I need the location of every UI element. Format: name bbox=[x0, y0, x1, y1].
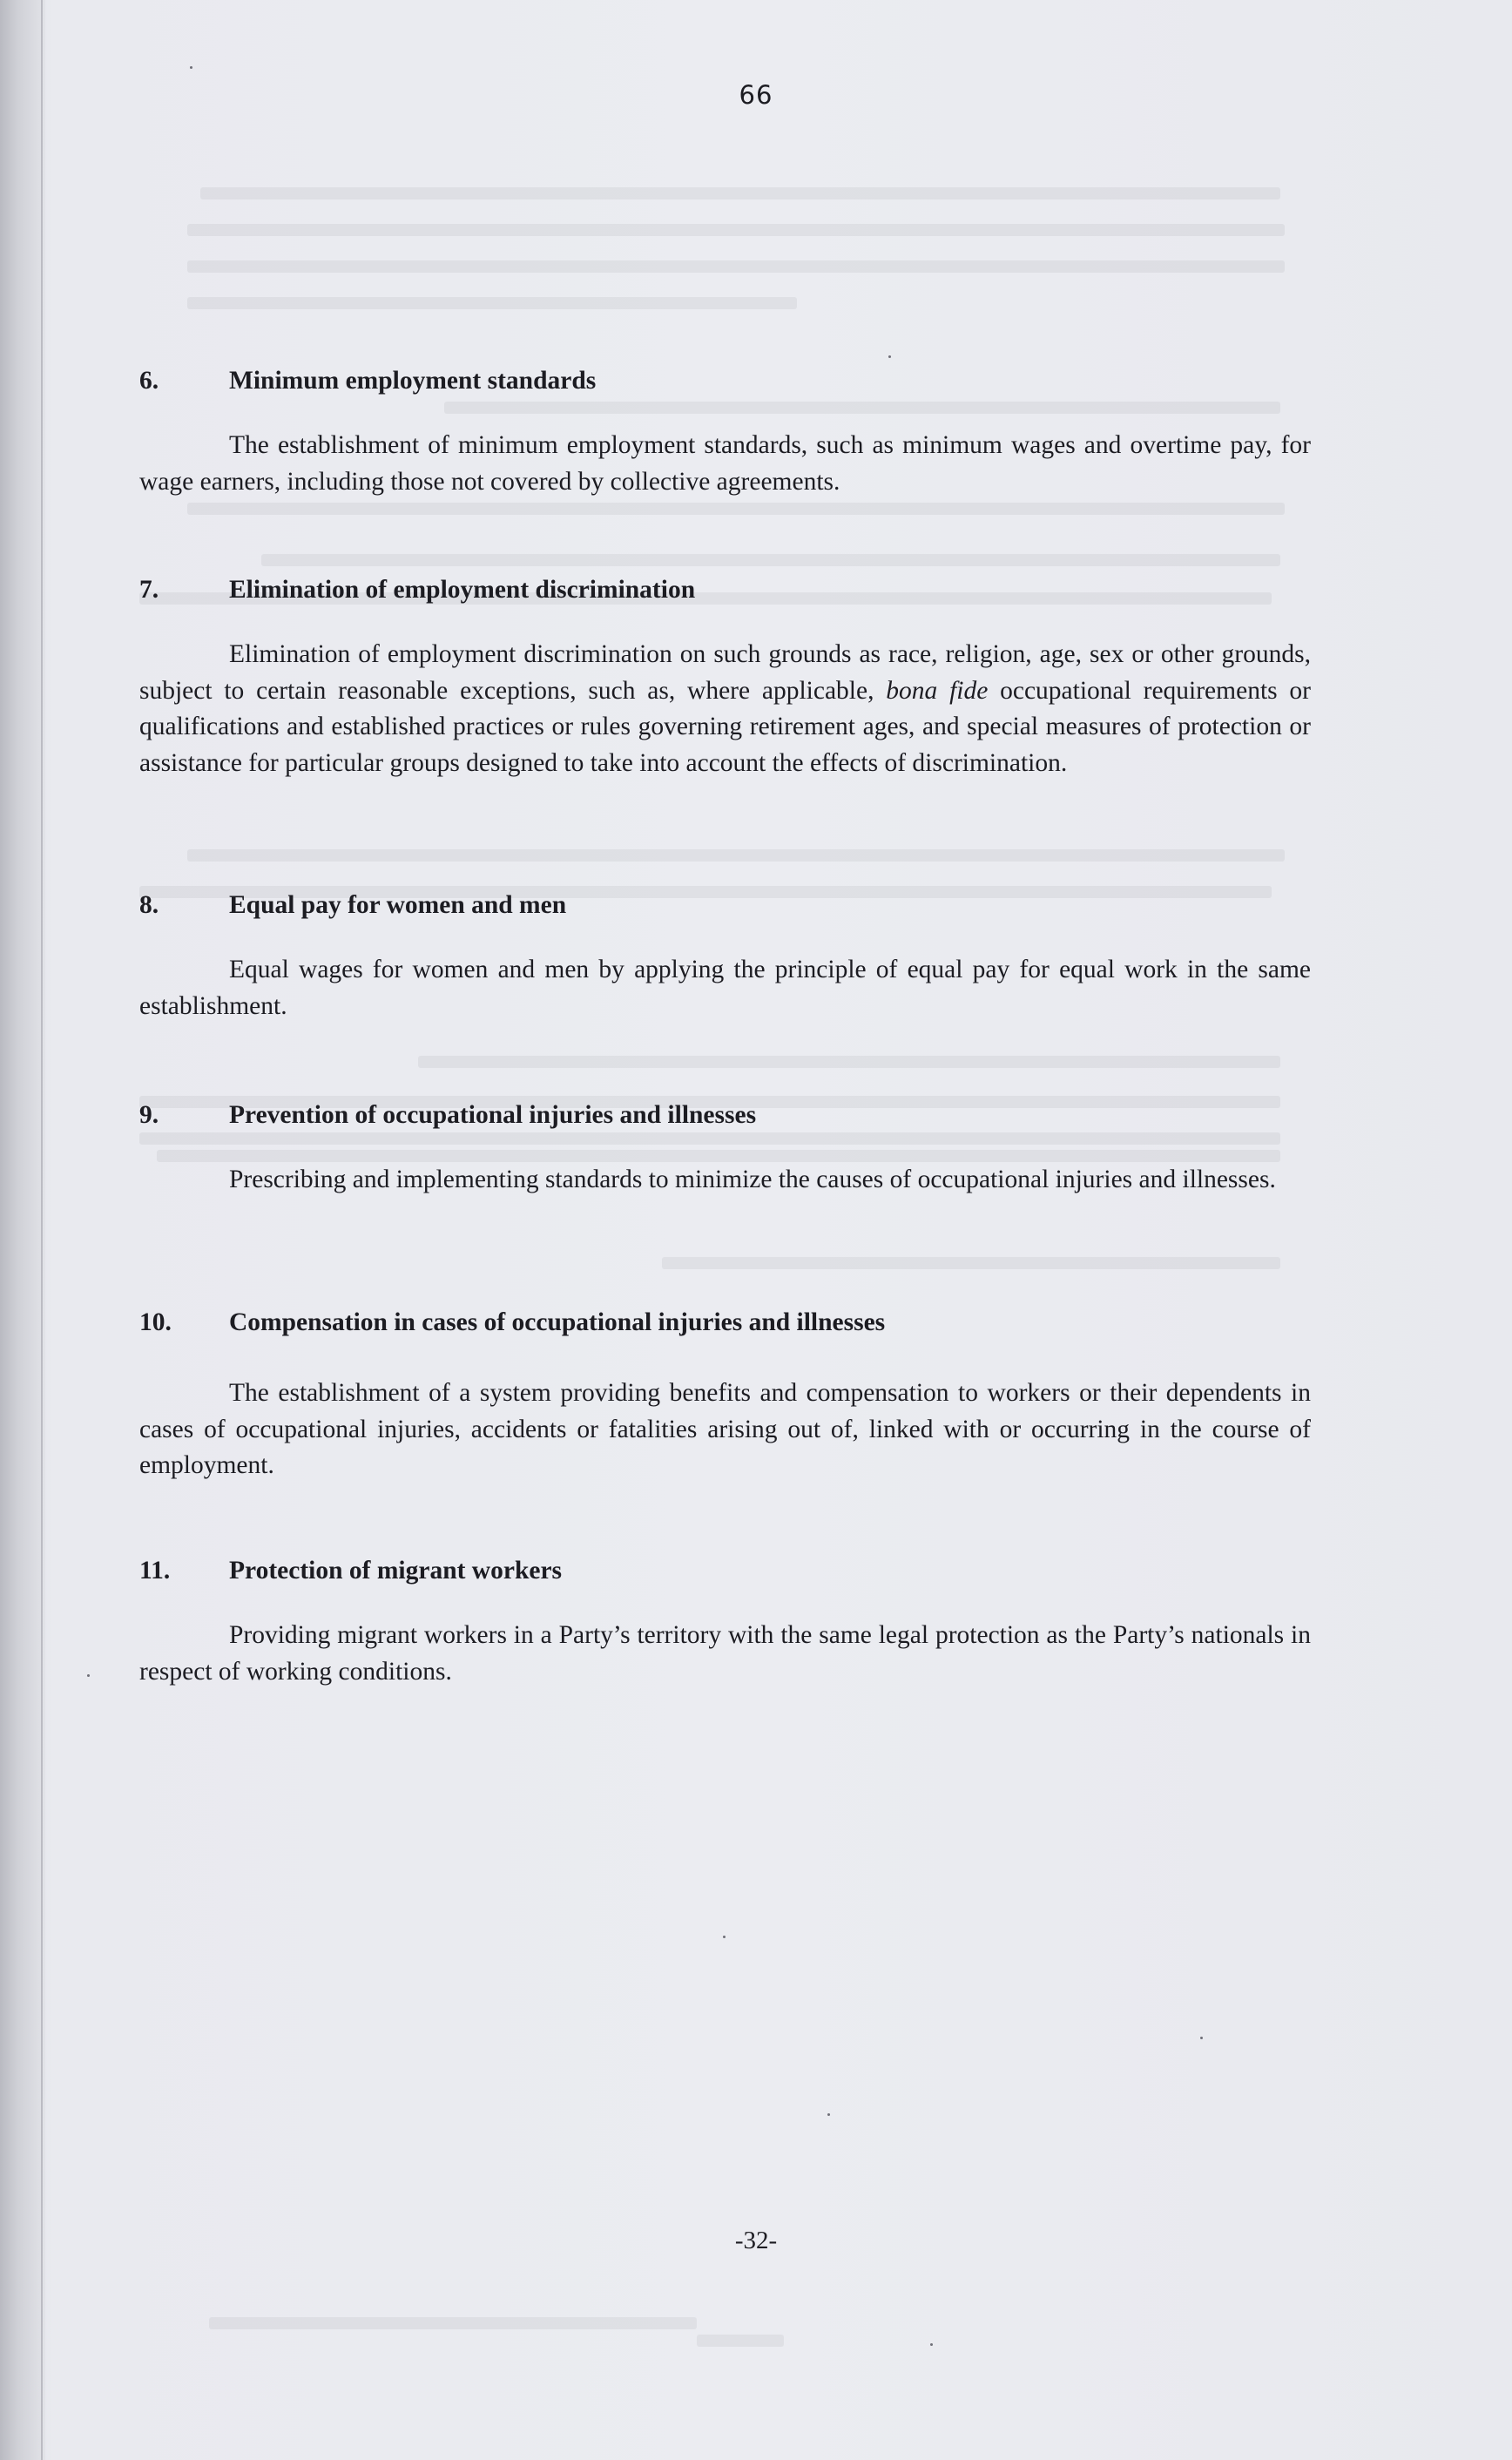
bleed-through bbox=[209, 2317, 697, 2329]
section-7 bbox=[139, 574, 1311, 781]
section-number: 7. bbox=[139, 576, 159, 604]
section-paragraph bbox=[139, 637, 1311, 781]
section-6 bbox=[139, 365, 1311, 500]
bleed-through bbox=[187, 503, 1285, 515]
section-heading bbox=[139, 1099, 1311, 1131]
scan-speck bbox=[827, 2113, 830, 2116]
section-heading bbox=[139, 574, 1311, 605]
bleed-through bbox=[187, 224, 1285, 236]
section-paragraph: The establishment of minimum employment standards, such as minimum wages and overtime pay, for wage earners, including those not covered by collective agreements. bbox=[139, 431, 1311, 496]
bleed-through bbox=[187, 260, 1285, 273]
section-title: Minimum employment standards bbox=[229, 367, 597, 395]
bleed-through bbox=[200, 187, 1280, 199]
section-number: 10. bbox=[139, 1308, 172, 1336]
section-title: Prevention of occupational injuries and illnesses bbox=[229, 1101, 757, 1129]
section-heading bbox=[139, 1307, 1311, 1338]
page-number-top: 66 bbox=[739, 80, 773, 110]
section-number: 6. bbox=[139, 367, 159, 395]
section-heading bbox=[139, 1555, 1311, 1586]
section-paragraph: Equal wages for women and men by applying the principle of equal pay for equal work in the same establishment. bbox=[139, 956, 1311, 1020]
scan-speck bbox=[87, 1674, 90, 1677]
section-title: Equal pay for women and men bbox=[229, 891, 567, 919]
binding-edge-line bbox=[41, 0, 43, 2460]
section-title: Compensation in cases of occupational injuries and illnesses bbox=[229, 1308, 886, 1336]
bleed-through bbox=[261, 554, 1280, 566]
section-number: 8. bbox=[139, 891, 159, 919]
section-paragraph: The establishment of a system providing benefits and compensation to workers or their dependents in cases of occupational injuries, accidents or fatalities arising out of, linked with or occurring in the course of employment. bbox=[139, 1379, 1311, 1479]
page-number-bottom: -32- bbox=[734, 2227, 778, 2254]
paragraph-text: occupational requirements or qualifications and established practices or rules governing retirement ages, and special measures of protection or assistance for particular groups designed to take into account the effects of discrimination. bbox=[139, 676, 1311, 777]
paragraph-italic-text: bona fide bbox=[886, 676, 989, 705]
scan-speck bbox=[1200, 2037, 1203, 2039]
paragraph-text: Elimination of employment discrimination on such grounds as race, religion, age, sex or other grounds, subject to certain reasonable exceptions, such as, where applicable, bbox=[139, 640, 1311, 705]
section-heading bbox=[139, 365, 1311, 396]
scan-speck bbox=[930, 2343, 933, 2346]
section-number: 9. bbox=[139, 1101, 159, 1129]
section-title: Protection of migrant workers bbox=[229, 1557, 563, 1585]
section-10 bbox=[139, 1307, 1311, 1484]
section-paragraph: Prescribing and implementing standards to minimize the causes of occupational injuries and illnesses. bbox=[229, 1166, 1276, 1193]
scan-speck bbox=[723, 1936, 726, 1938]
bleed-through bbox=[187, 297, 797, 309]
section-paragraph: Providing migrant workers in a Party’s territory with the same legal protection as the Party’s nationals in respect of working conditions. bbox=[139, 1621, 1311, 1686]
section-8 bbox=[139, 889, 1311, 1024]
scan-speck bbox=[190, 66, 192, 69]
section-number: 11. bbox=[139, 1557, 171, 1585]
bleed-through bbox=[187, 849, 1285, 862]
bleed-through bbox=[662, 1257, 1280, 1269]
section-11 bbox=[139, 1555, 1311, 1690]
scan-speck bbox=[888, 355, 891, 358]
section-9 bbox=[139, 1099, 1311, 1199]
binding-shadow bbox=[0, 0, 45, 2460]
section-heading bbox=[139, 889, 1311, 921]
section-title: Elimination of employment discrimination bbox=[229, 576, 696, 604]
bleed-through bbox=[418, 1056, 1280, 1068]
bleed-through bbox=[697, 2335, 784, 2347]
